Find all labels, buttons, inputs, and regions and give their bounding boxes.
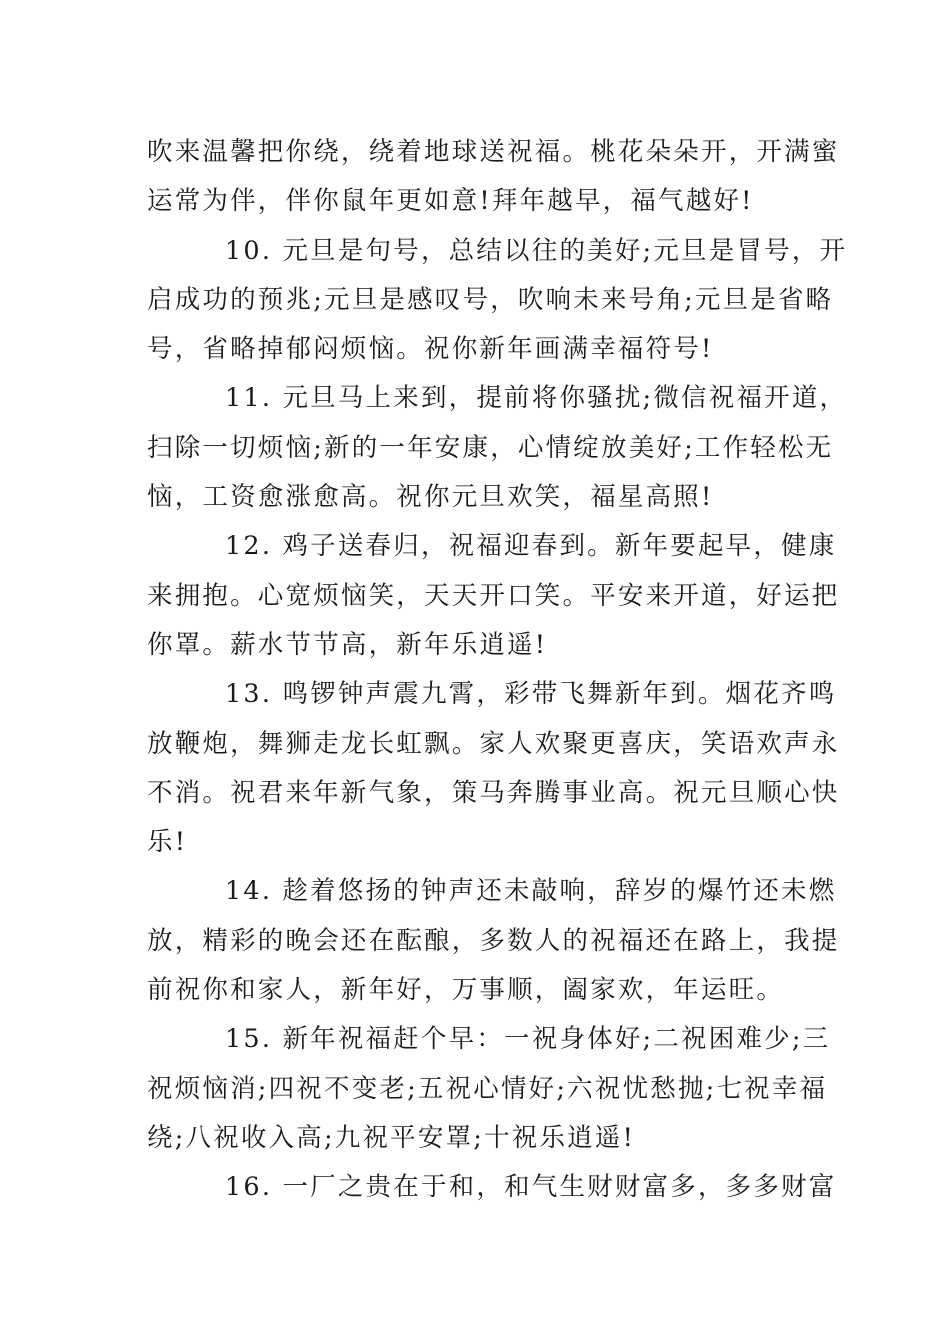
text-line: 来拥抱。心宽烦恼笑，天天开口笑。平安来开道，好运把 <box>147 580 840 611</box>
paragraph <box>147 522 840 670</box>
text-line: 放鞭炮，舞狮走龙长虹飘。家人欢聚更喜庆，笑语欢声永 <box>147 728 840 759</box>
text-line: 祝烦恼消;四祝不变老;五祝心情好;六祝忧愁抛;七祝幸福 <box>147 1073 828 1104</box>
text-line: 吹来温馨把你绕，绕着地球送祝福。桃花朵朵开，开满蜜 <box>147 137 840 167</box>
text-line: 恼，工资愈涨愈高。祝你元旦欢笑，福星高照! <box>147 482 714 513</box>
text-line: 不消。祝君来年新气象，策马奔腾事业高。祝元旦顺心快 <box>147 777 840 808</box>
text-line: 启成功的预兆;元旦是感叹号，吹响未来号角;元旦是省略 <box>147 284 834 315</box>
text-line: 16. 一厂之贵在于和，和气生财财富多，多多财富 <box>225 1172 837 1203</box>
paragraph <box>147 1163 837 1212</box>
paragraph <box>147 670 840 867</box>
text-line: 绕;八祝收入高;九祝平安罩;十祝乐逍遥! <box>147 1122 636 1153</box>
text-line: 扫除一切烦恼;新的一年安康，心情绽放美好;工作轻松无 <box>147 432 834 463</box>
paragraph <box>147 1015 831 1163</box>
text-line: 乐! <box>147 827 188 858</box>
document-body <box>147 128 848 1213</box>
text-line: 12. 鸡子送春归，祝福迎春到。新年要起早，健康 <box>225 531 837 562</box>
text-line: 你罩。薪水节节高，新年乐逍遥! <box>147 629 548 660</box>
text-line: 10. 元旦是句号，总结以往的美好;元旦是冒号，开 <box>225 235 848 266</box>
paragraph <box>147 128 840 227</box>
paragraph <box>147 867 840 1015</box>
text-line: 放，精彩的晚会还在酝酿，多数人的祝福还在路上，我提 <box>147 925 840 956</box>
text-line: 运常为伴，伴你鼠年更如意!拜年越早，福气越好! <box>147 186 754 217</box>
paragraph <box>147 227 848 375</box>
text-line: 号，省略掉郁闷烦恼。祝你新年画满幸福符号! <box>147 334 714 365</box>
text-line: 11. 元旦马上来到，提前将你骚扰;微信祝福开道， <box>225 383 848 414</box>
text-line: 14. 趁着悠扬的钟声还未敲响，辞岁的爆竹还未燃 <box>225 876 837 907</box>
text-line: 前祝你和家人，新年好，万事顺，阖家欢，年运旺。 <box>147 975 785 1006</box>
text-line: 13. 鸣锣钟声震九霄，彩带飞舞新年到。烟花齐鸣 <box>225 679 837 710</box>
paragraph <box>147 374 848 522</box>
text-line: 15. 新年祝福赶个早：一祝身体好;二祝困难少;三 <box>225 1024 831 1055</box>
